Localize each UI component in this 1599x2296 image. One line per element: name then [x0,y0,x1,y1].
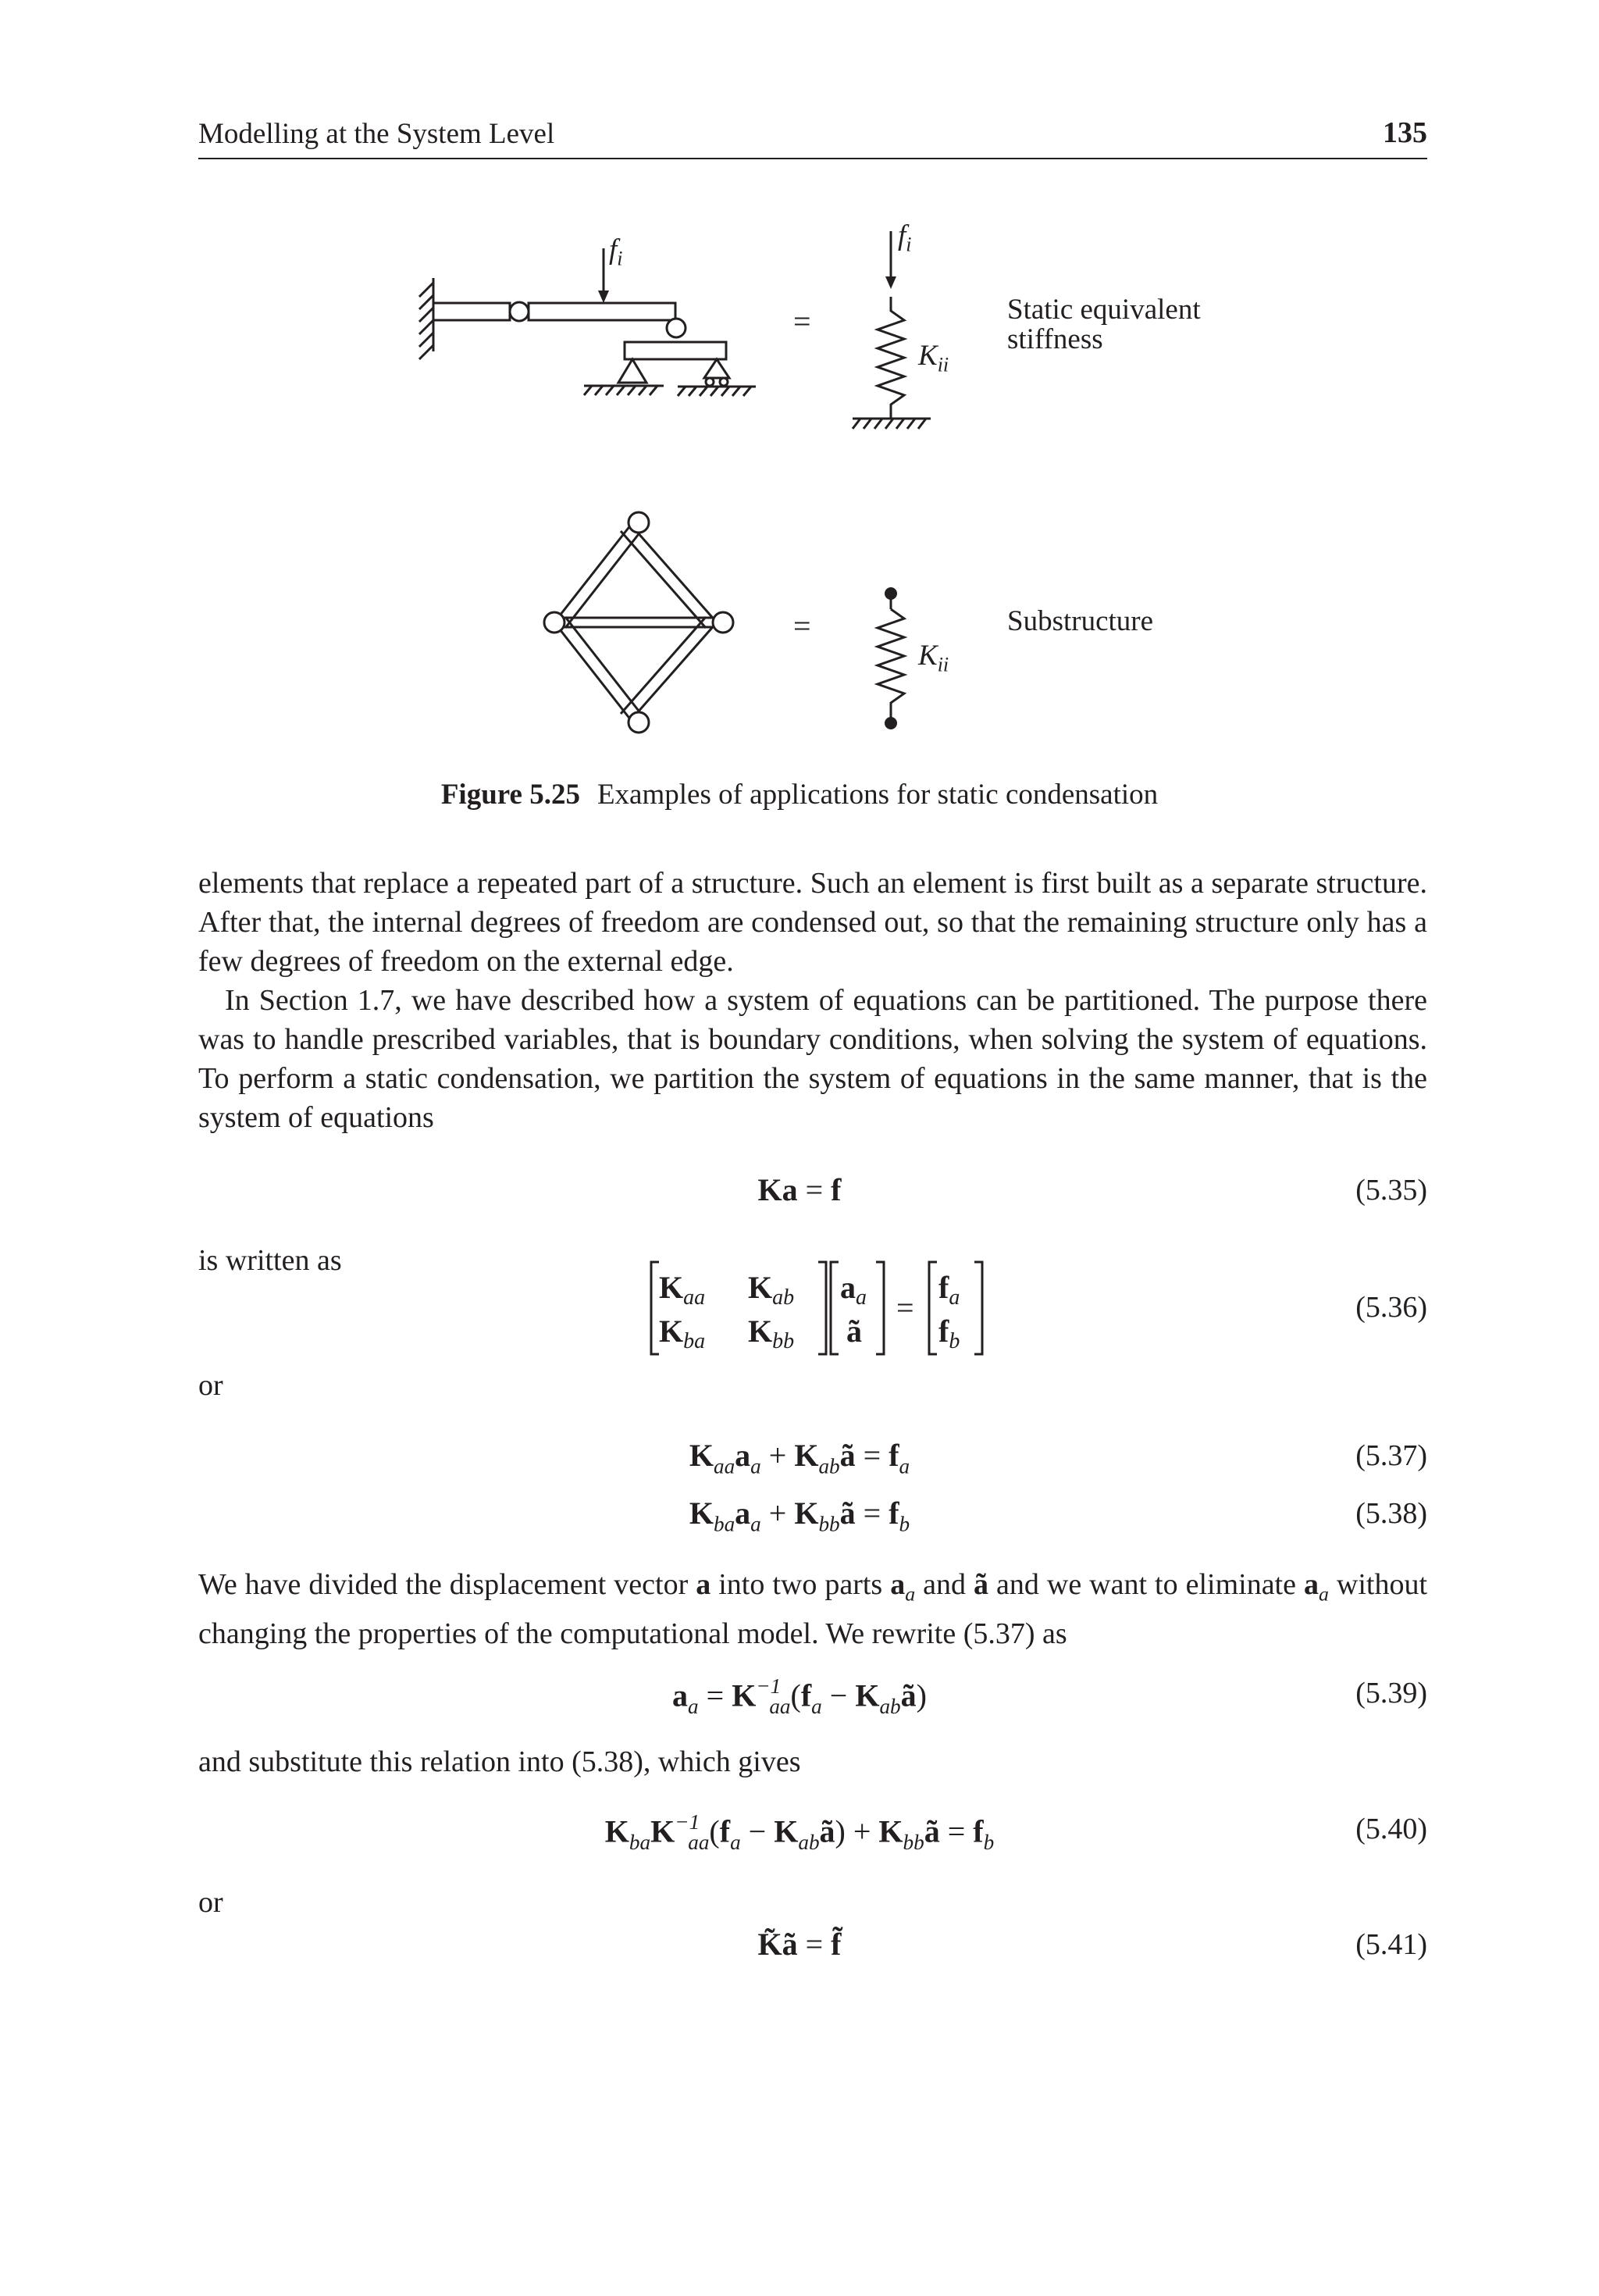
roller-support [678,359,756,396]
equation-5-39: $a_a = K^{-1}_{aa}(f_a$ − $K_{ab}ã$) [672,1674,927,1718]
substructure-label: Substructure [1007,605,1154,637]
equation-number-5-41: (5.41) [1355,1928,1427,1961]
svg-text:Kba: $K_{ba}$ [659,1314,706,1353]
svg-text:=: = [896,1290,914,1325]
svg-text:fb: $f_b$ [938,1314,960,1353]
lower-beam [625,342,726,359]
truss-node-right [713,612,733,633]
truss-node-bottom [629,712,649,733]
paragraph-1: elements that replace a repeated part of a structure. Such an element is first built as a separate structure. After that, the internal degrees of freedom are condensed out, so that the remaining structure only has a few degrees of freedom on the external edge. [198,867,1427,978]
svg-text:Kab: $K_{ab}$ [748,1270,795,1310]
figure-equals-bottom: = [793,608,811,644]
is-written-as-text: is written as [198,1244,342,1277]
svg-text:ã: ã [846,1314,862,1349]
right-beam-segment [529,303,675,320]
svg-text:Kbb: $K_{bb}$ [748,1314,795,1353]
spring-label-top: $K_{ii}$ [918,340,949,376]
svg-text:fa: $f_a$ [938,1270,960,1310]
figure-equals-top: = [793,304,811,339]
equation-number-5-39: (5.39) [1355,1677,1427,1710]
equation-5-35: Ka = f [757,1172,842,1207]
spring-label-bottom: $K_{ii}$ [918,640,949,676]
figure-caption-text: Examples of applications for static condensation [597,779,1159,811]
paragraph-2: In Section 1.7, we have described how a system of equations can be partitioned. The purpose there was to handle prescribed variables, that is boundary conditions, when solving the system of equations. To perform a static condensation, we partition the system of equations in the same manner, that is the system of equations [198,984,1427,1134]
svg-text:Kaa: $K_{aa}$ [659,1270,706,1310]
figure-caption [0,778,1599,811]
equation-number-5-40: (5.40) [1355,1813,1427,1845]
pin-support [584,359,664,395]
equation-number-5-38: (5.38) [1355,1497,1427,1530]
body-text-top [198,864,1427,1137]
paragraph-3: We have divided the displacement vector a into two parts $a_a$ and ã and we want to eliminate $a_a$ without changing the properties of the computational model. We rewrite (5.37) as [198,1568,1428,1650]
end-hinge [667,319,686,337]
or-text-2: or [198,1886,223,1919]
or-text-1: or [198,1369,223,1402]
truss-node-top [629,512,649,533]
svg-text:aa: $a_a$ [840,1270,867,1310]
equation-5-38: $K_{ba}a_a$ + $K_{bb}ã = f_b$ [689,1496,910,1536]
running-header-title: Modelling at the System Level [198,118,555,150]
spring-bottom [878,595,904,722]
fixed-wall-support [419,278,433,359]
truss-node-left [544,612,564,633]
page-number: 135 [1383,116,1427,149]
substitute-text: and substitute this relation into (5.38), which gives [198,1745,801,1778]
equation-number-5-37: (5.37) [1355,1439,1427,1472]
equation-5-41: K̃ã = f̃ [757,1927,842,1962]
equation-5-37: $K_{aa}a_a$ + $K_{ab}ã = f_a$ [689,1438,910,1478]
equation-5-36 [648,1257,1085,1359]
figure-5-25-drawing [0,0,1599,781]
equation-number-5-36: (5.36) [1355,1291,1427,1324]
force-label-spring: $f_i$ [898,219,912,256]
diamond-truss [544,512,733,733]
left-beam-segment [433,303,510,320]
equation-5-40: $K_{ba}K^{-1}_{aa}(f_a$ − $K_{ab}ã$) + $K_{bb}ã = f_b$ [604,1810,995,1854]
beam-hinge [510,302,529,321]
equation-number-5-35: (5.35) [1355,1174,1427,1207]
force-label-beam: $f_i$ [609,234,623,270]
static-equivalent-label: Static equivalent stiffness [1007,294,1201,355]
figure-number: Figure 5.25 [440,779,580,811]
